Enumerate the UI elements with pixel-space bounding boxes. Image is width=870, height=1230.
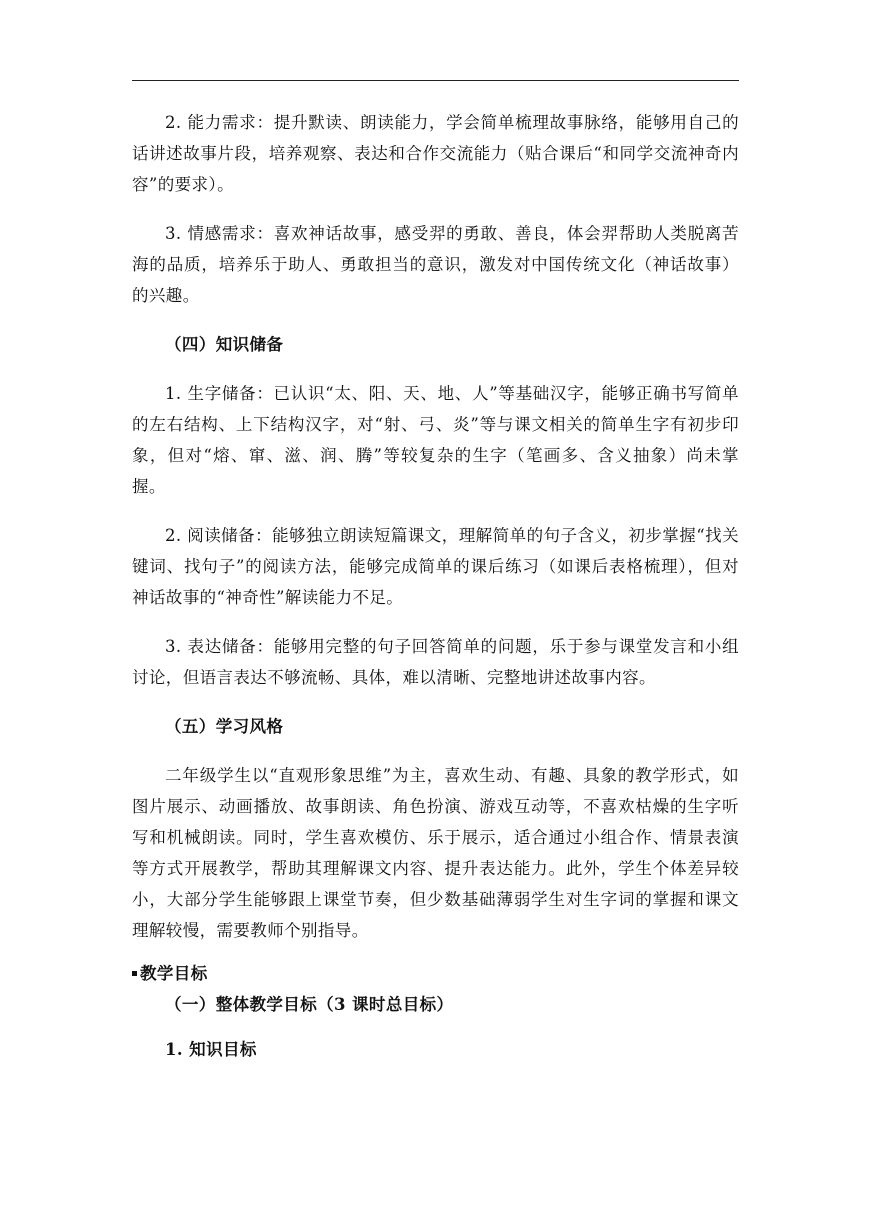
heading-knowledge-goal: 1. 知识目标 xyxy=(165,1040,257,1059)
paragraph-emotion-need: 3. 情感需求：喜欢神话故事，感受羿的勇敢、善良，体会羿帮助人类脱离苦海的品质，培养乐于助人、勇敢担当的意识，激发对中国传统文化（神话故事）的兴趣。 xyxy=(132,224,739,305)
document-body xyxy=(132,107,739,1065)
paragraph-reading-reserve: 2. 阅读储备：能够独立朗读短篇课文，理解简单的句子含义，初步掌握“找关键词、找句子”的阅读方法，能够完成简单的课后练习（如课后表格梳理），但对神话故事的“神奇性”解读能力不足。 xyxy=(132,526,739,607)
square-bullet-icon xyxy=(132,971,137,976)
heading-learning-style: （五）学习风格 xyxy=(165,717,284,736)
heading-overall-goals: （一）整体教学目标（3 课时总目标） xyxy=(165,995,454,1014)
paragraph-expression-reserve: 3. 表达储备：能够用完整的句子回答简单的问题，乐于参与课堂发言和小组讨论，但语言表达不够流畅、具体，难以清晰、完整地讲述故事内容。 xyxy=(132,637,739,687)
section-title: 教学目标 xyxy=(140,964,208,983)
paragraph-ability-need: 2. 能力需求：提升默读、朗读能力，学会简单梳理故事脉络，能够用自己的话讲述故事片段，培养观察、表达和合作交流能力（贴合课后“和同学交流神奇内容”的要求）。 xyxy=(132,113,739,194)
paragraph-learning-style: 二年级学生以“直观形象思维”为主，喜欢生动、有趣、具象的教学形式，如图片展示、动画播放、故事朗读、角色扮演、游戏互动等，不喜欢枯燥的生字听写和机械朗读。同时，学生喜欢模仿、乐于展示，适合通过小组合作、情景表演等方式开展教学，帮助其理解课文内容、提升表达能力。此外，学生个体差异较小，大部分学生能够跟上课堂节奏，但少数基础薄弱学生对生字词的掌握和课文理解较慢，需要教师个别指导。 xyxy=(132,766,739,940)
heading-knowledge-reserve: （四）知识储备 xyxy=(165,335,284,354)
paragraph-char-reserve: 1. 生字储备：已认识“太、阳、天、地、人”等基础汉字，能够正确书写简单的左右结构、上下结构汉字，对“射、弓、炎”等与课文相关的简单生字有初步印象，但对“熔、窜、滋、润、腾”等较复杂的生字（笔画多、含义抽象）尚未掌握。 xyxy=(132,384,739,496)
section-heading-teaching-goals xyxy=(132,958,739,989)
header-rule xyxy=(132,80,739,81)
